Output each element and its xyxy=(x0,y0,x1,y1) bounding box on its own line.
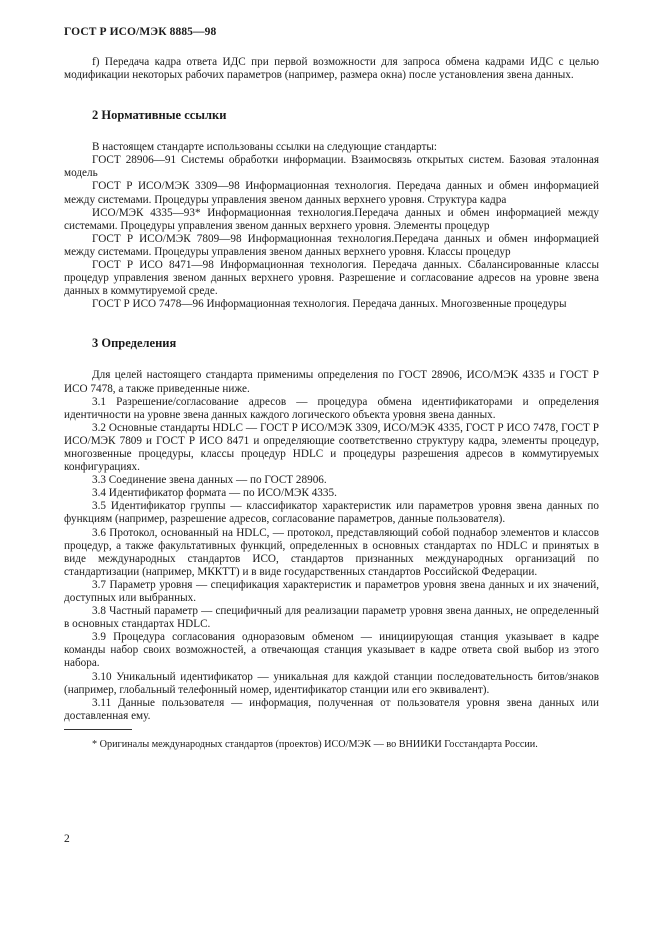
reference-item: ГОСТ 28906—91 Системы обработки информации. Взаимосвязь открытых систем. Базовая эталонная модель xyxy=(64,154,599,180)
definition-item: 3.7 Параметр уровня — спецификация характеристик и параметров уровня звена данных и их значений, доступных или выбранных. xyxy=(64,578,599,604)
section-2-lead: В настоящем стандарте использованы ссылки на следующие стандарты: xyxy=(92,141,437,154)
definition-item: 3.5 Идентификатор группы — классификатор характеристик или параметров уровня звена данных по функциям (например, разрешение адресов, согласование параметров, данные пользователя). xyxy=(64,500,599,526)
definition-item: 3.4 Идентификатор формата — по ИСО/МЭК 4335. xyxy=(92,487,337,500)
section-2-heading: 2 Нормативные ссылки xyxy=(92,108,227,123)
footnote-divider xyxy=(64,729,132,730)
definition-item: 3.11 Данные пользователя — информация, полученная от пользователя уровня звена данных или доставленная ему. xyxy=(64,696,599,722)
reference-item: ГОСТ Р ИСО/МЭК 3309—98 Информационная технология. Передача данных и обмен информацией между системами. Процедуры управления звеном данных верхнего уровня. Структура кадра xyxy=(64,180,599,206)
definition-item: 3.6 Протокол, основанный на HDLC, — протокол, представляющий собой поднабор элементов и классов процедур, а также факультативных функций, определенных в основных стандартах по HDLC и принятых в виде международных стандартов ИСО, стандартов признанных международных организаций по стандартизации (например, МККТТ) и в виде государственных стандартов Российской Федерации. xyxy=(64,526,599,578)
definition-item: 3.3 Соединение звена данных — по ГОСТ 28906. xyxy=(92,474,327,487)
reference-item: ГОСТ Р ИСО/МЭК 7809—98 Информационная технология.Передача данных и обмен информацией между системами. Процедуры управления звеном данных верхнего уровня. Классы процедур xyxy=(64,232,599,258)
reference-item: ГОСТ Р ИСО 8471—98 Информационная технология. Передача данных. Сбалансированные классы процедур управления звеном данных верхнего уровня. Разрешение и согласование адресов на уровне звена данных в коммутируемой среде. xyxy=(64,259,599,298)
reference-item: ГОСТ Р ИСО 7478—96 Информационная технология. Передача данных. Многозвенные процедуры xyxy=(92,298,567,311)
definition-item: 3.1 Разрешение/согласование адресов — процедура обмена идентификаторами и определения идентичности на уровне звена данных каждого логического объекта уровня звена данных. xyxy=(64,395,599,421)
definition-item: 3.8 Частный параметр — специфичный для реализации параметр уровня звена данных, не определенный в основных стандартах HDLC. xyxy=(64,605,599,631)
reference-item: ИСО/МЭК 4335—93* Информационная технология.Передача данных и обмен информацией между системами. Процедуры управления звеном данных верхнего уровня. Элементы процедур xyxy=(64,206,599,232)
definition-item: 3.2 Основные стандарты HDLC — ГОСТ Р ИСО/МЭК 3309, ИСО/МЭК 4335, ГОСТ Р ИСО 7478, ГОСТ Р ИСО/МЭК 7809 и ГОСТ Р ИСО 8471 и определяющие соответственно структуру кадра, элементы процедур, многозвенные процедуры, классы процедур HDLC и процедуры разрешения адресов в коммутируемых конфигурациях. xyxy=(64,421,599,474)
definition-item: 3.9 Процедура согласования одноразовым обменом — инициирующая станция указывает в кадре команды набор своих возможностей, а отвечающая станция указывает в кадре ответа свой выбор из этого набора. xyxy=(64,631,599,670)
page-header: ГОСТ Р ИСО/МЭК 8885—98 xyxy=(64,26,217,38)
section-3-lead: Для целей настоящего стандарта применимы определения по ГОСТ 28906, ИСО/МЭК 4335 и ГОСТ Р ИСО 7478, а также приведенные ниже. xyxy=(64,369,599,395)
definition-item: 3.10 Уникальный идентификатор — уникальная для каждой станции последовательность битов/знаков (например, глобальный телефонный номер, идентификатор станции или его эквивалент). xyxy=(64,670,599,696)
footnote: * Оригиналы международных стандартов (проектов) ИСО/МЭК — во ВНИИКИ Госстандарта России. xyxy=(92,738,538,750)
page-number: 2 xyxy=(64,833,70,845)
intro-paragraph: f) Передача кадра ответа ИДС при первой возможности для запроса обмена кадрами ИДС с целью модификации некоторых рабочих параметров (например, размера окна) после установления звена данных. xyxy=(64,56,599,82)
page-body xyxy=(64,56,599,751)
section-3-heading: 3 Определения xyxy=(92,336,177,351)
